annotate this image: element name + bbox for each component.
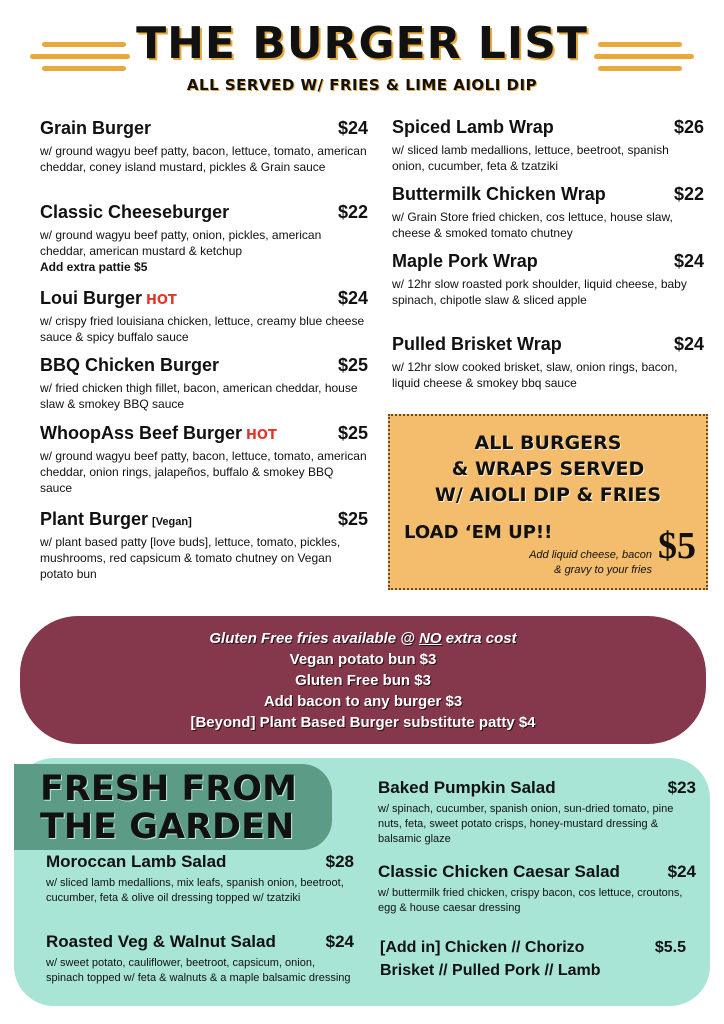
item-price: $24 [673, 334, 704, 354]
item-price: $23 [667, 778, 696, 797]
item-description: w/ 12hr slow roasted pork shoulder, liquid cheese, baby spinach, chipotle slaw & sliced apple [392, 277, 687, 307]
item-name: Baked Pumpkin Salad [378, 778, 556, 797]
item-name: BBQ Chicken Burger [40, 355, 220, 375]
menu-item-grain-burger [40, 118, 368, 175]
item-name: Classic Cheeseburger [40, 202, 230, 222]
menu-item-maple-pork-wrap [392, 251, 704, 308]
load-em-up-note: Add liquid cheese, bacon & gravy to your fries [529, 549, 652, 576]
load-em-up-price: $5 [658, 525, 696, 567]
menu-item-classic-chicken-caesar-salad [378, 862, 696, 916]
item-name: Maple Pork Wrap [392, 251, 538, 271]
item-name: WhoopAss Beef Burger [40, 423, 243, 443]
item-description: w/ fried chicken thigh fillet, bacon, american cheddar, house slaw & smokey BBQ sauce [40, 381, 358, 411]
menu-item-whoopass-beef-burger [40, 423, 368, 496]
extras-line: Gluten Free bun $3 [295, 672, 431, 689]
item-description: w/ buttermilk fried chicken, crispy bacon, cos lettuce, croutons, egg & house caesar dressing [378, 887, 683, 914]
item-description: w/ sliced lamb medallions, mix leafs, spanish onion, beetroot, cucumber, feta & olive oil dressing topped w/ tzatziki [46, 877, 344, 904]
item-price: $24 [325, 932, 354, 951]
menu-item-loui-burger [40, 288, 368, 345]
load-em-up-box [388, 414, 708, 590]
add-in-price: $5.5 [654, 939, 686, 956]
item-description: w/ ground wagyu beef patty, bacon, lettuce, tomato, american cheddar, coney island mustard, pickles & Grain sauce [40, 144, 367, 174]
item-description: w/ 12hr slow cooked brisket, slaw, onion rings, bacon, liquid cheese & smokey bbq sauce [392, 360, 678, 390]
item-description: w/ spinach, cucumber, spanish onion, sun-dried tomato, pine nuts, feta, sweet potato crisps, honey-mustard dressing & balsamic glaze [378, 803, 674, 845]
item-name: Grain Burger [40, 118, 152, 138]
item-price: $24 [673, 251, 704, 271]
gluten-free-fries-note: Gluten Free fries available @ NO extra cost [209, 630, 517, 647]
menu-item-baked-pumpkin-salad [378, 778, 696, 847]
extras-line: Add bacon to any burger $3 [263, 693, 463, 710]
extras-line: Vegan potato bun $3 [289, 651, 437, 668]
item-description: w/ ground wagyu beef patty, onion, pickles, american cheddar, american mustard & ketchup [40, 228, 322, 258]
load-em-up-label: LOAD ‘EM UP!! [404, 522, 553, 543]
menu-item-roasted-veg-walnut-salad [46, 932, 354, 986]
menu-item-moroccan-lamb-salad [46, 852, 354, 906]
item-name: Classic Chicken Caesar Salad [378, 862, 620, 881]
item-description: w/ ground wagyu beef patty, bacon, lettuce, tomato, american cheddar, onion rings, jalapeños, buffalo & smokey BBQ sauce [40, 449, 367, 495]
item-price: $25 [337, 509, 368, 529]
item-price: $22 [673, 184, 704, 204]
item-description: w/ Grain Store fried chicken, cos lettuce, house slaw, cheese & smoked tomato chutney [392, 210, 673, 240]
extras-line: [Beyond] Plant Based Burger substitute patty $4 [190, 714, 536, 731]
hot-chili-icon: HOT [146, 293, 177, 308]
hot-chili-icon: HOT [246, 428, 277, 443]
menu-item-plant-burger [40, 509, 368, 582]
item-price: $25 [337, 355, 368, 375]
menu-item-bbq-chicken-burger [40, 355, 368, 412]
item-description: w/ plant based patty [love buds], lettuce, tomato, pickles, mushrooms, red capsicum & tomato chutney on Vegan potato bun [40, 535, 341, 581]
item-name: Spiced Lamb Wrap [392, 117, 554, 137]
load-box-heading: ALL BURGERS & WRAPS SERVED W/ AIOLI DIP & FRIES [434, 432, 662, 506]
menu-title: THE BURGER LIST [136, 18, 588, 69]
vegan-tag: [Vegan] [152, 516, 192, 528]
menu-item-spiced-lamb-wrap [392, 117, 704, 174]
item-name: Pulled Brisket Wrap [392, 334, 562, 354]
item-name: Roasted Veg & Walnut Salad [46, 932, 276, 951]
item-description: w/ sliced lamb medallions, lettuce, beetroot, spanish onion, cucumber, feta & tzatziki [392, 143, 669, 173]
item-price: $28 [325, 852, 354, 871]
item-name: Moroccan Lamb Salad [46, 852, 227, 871]
add-in-options: [Add in] Chicken // Chorizo [380, 939, 585, 956]
item-price: $24 [337, 288, 368, 308]
garden-section-title: FRESH FROM THE GARDEN [14, 764, 332, 850]
menu-item-classic-cheeseburger [40, 202, 368, 274]
item-price: $26 [673, 117, 704, 137]
menu-subtitle: ALL SERVED W/ FRIES & LIME AIOLI DIP [186, 76, 538, 94]
menu-item-pulled-brisket-wrap [392, 334, 704, 391]
item-name: Loui Burger [40, 288, 142, 308]
extras-banner [20, 616, 706, 744]
item-price: $24 [337, 118, 368, 138]
item-description: w/ crispy fried louisiana chicken, lettuce, creamy blue cheese sauce & spicy buffalo sauce [40, 314, 365, 344]
item-extra: Add extra pattie $5 [40, 260, 148, 274]
item-description: w/ sweet potato, cauliflower, beetroot, capsicum, onion, spinach topped w/ feta & walnuts & a maple balsamic dressing [46, 957, 351, 984]
item-name: Buttermilk Chicken Wrap [392, 184, 606, 204]
item-price: $22 [337, 202, 368, 222]
item-price: $24 [667, 862, 696, 881]
add-in-options-continued: Brisket // Pulled Pork // Lamb [380, 962, 601, 979]
menu-item-buttermilk-chicken-wrap [392, 184, 704, 241]
salad-add-in [380, 936, 686, 982]
item-price: $25 [337, 423, 368, 443]
item-name: Plant Burger [40, 509, 149, 529]
